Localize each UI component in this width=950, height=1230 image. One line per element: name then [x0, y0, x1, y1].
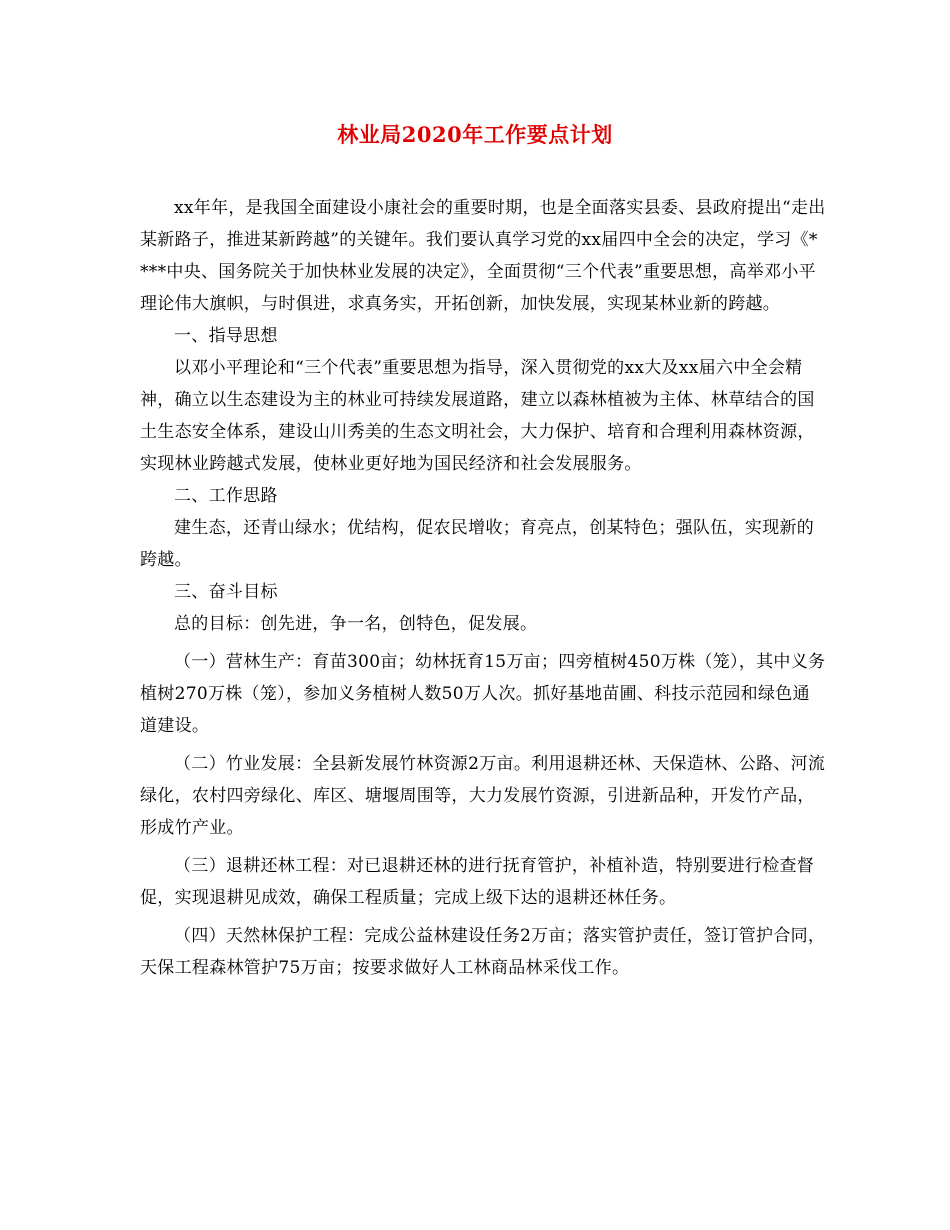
document-title: 林业局2020年工作要点计划: [337, 122, 613, 147]
goal-item-bamboo-development: （二）竹业发展：全县新发展竹林资源2万亩。利用退耕还林、天保造林、公路、河流绿化，农村四旁绿化、库区、塘堰周围等，大力发展竹资源，引进新品种，开发竹产品，形成竹产业。: [140, 754, 826, 838]
section-heading-guiding-ideology: 一、指导思想: [174, 326, 278, 346]
goal-item-forestry-production: （一）营林生产：育苗300亩；幼林抚育15万亩；四旁植树450万株（笼），其中义务植树270万株（笼），参加义务植树人数50万人次。抓好基地苗圃、科技示范园和绿色通道建设。: [140, 652, 826, 736]
section-heading-goals: 三、奋斗目标: [174, 582, 278, 602]
work-approach-paragraph: 建生态，还青山绿水；优结构，促农民增收；育亮点，创某特色；强队伍，实现新的跨越。: [140, 518, 815, 570]
goal-item-grain-for-green: （三）退耕还林工程：对已退耕还林的进行抚育管护，补植补造，特别要进行检查督促，实现退耕见成效，确保工程质量；完成上级下达的退耕还林任务。: [140, 856, 815, 908]
overall-goal-paragraph: 总的目标：创先进，争一名，创特色，促发展。: [174, 614, 538, 634]
document-body: [140, 192, 826, 984]
goal-item-natural-forest-protection: （四）天然林保护工程：完成公益林建设任务2万亩；落实管护责任，签订管护合同，天保工程森林管护75万亩；按要求做好人工林商品林采伐工作。: [140, 926, 826, 978]
guiding-ideology-paragraph: 以邓小平理论和“三个代表”重要思想为指导，深入贯彻党的xx大及xx届六中全会精神，确立以生态建设为主的林业可持续发展道路，建立以森林植被为主体、林草结合的国土生态安全体系，建设山川秀美的生态文明社会，大力保护、培育和合理利用森林资源，实现林业跨越式发展，使林业更好地为国民经济和社会发展服务。: [140, 358, 815, 474]
section-heading-work-approach: 二、工作思路: [174, 486, 278, 506]
intro-paragraph: xx年年，是我国全面建设小康社会的重要时期，也是全面落实县委、县政府提出“走出某新路子，推进某新跨越”的关键年。我们要认真学习党的xx届四中全会的决定，学习《****中央、国务院关于加快林业发展的决定》，全面贯彻“三个代表”重要思想，高举邓小平理论伟大旗帜，与时俱进，求真务实，开拓创新，加快发展，实现某林业新的跨越。: [140, 198, 826, 314]
